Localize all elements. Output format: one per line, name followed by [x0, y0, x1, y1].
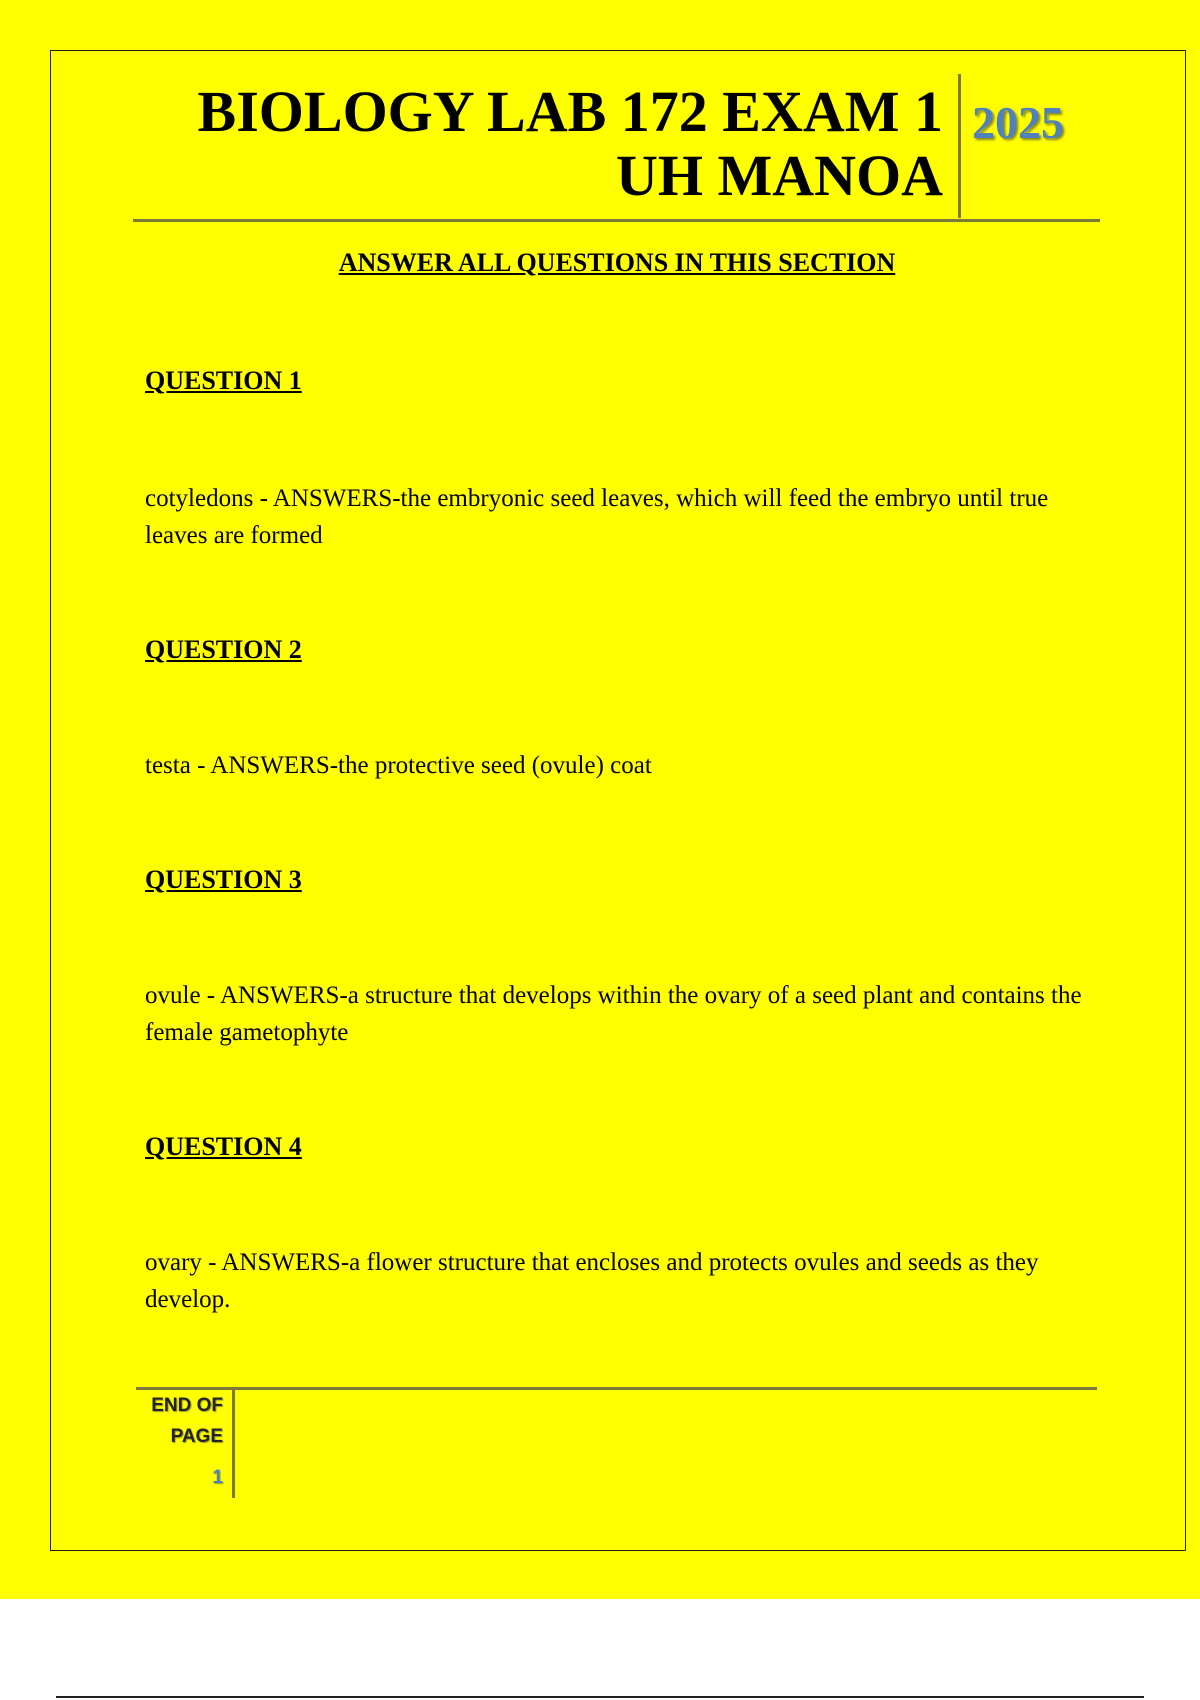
- bottom-rule: [56, 1696, 1144, 1698]
- header-divider: [958, 74, 961, 218]
- footer-rule: [136, 1387, 1097, 1390]
- header-rule: [133, 219, 1100, 222]
- question-answer: ovary - ANSWERS-a flower structure that encloses and protects ovules and seeds as they develop.: [145, 1249, 1039, 1313]
- question-label: QUESTION 3: [145, 865, 302, 894]
- title-line-2: UH MANOA: [615, 143, 943, 208]
- title-line-1: BIOLOGY LAB 172 EXAM 1: [197, 79, 943, 144]
- question-label: QUESTION 1: [145, 366, 302, 395]
- page-number: 1: [212, 1467, 223, 1488]
- year-label: 2025: [972, 97, 1064, 148]
- footer-page: PAGE: [170, 1426, 223, 1447]
- question-label: QUESTION 2: [145, 635, 302, 664]
- footer-end-of: END OF: [151, 1395, 223, 1416]
- document-title: [198, 80, 943, 208]
- question-answer: testa - ANSWERS-the protective seed (ovule) coat: [145, 752, 652, 779]
- question-answer: cotyledons - ANSWERS-the embryonic seed leaves, which will feed the embryo until true leaves are formed: [145, 485, 1049, 549]
- question-label: QUESTION 4: [145, 1132, 302, 1161]
- question-answer: ovule - ANSWERS-a structure that develops within the ovary of a seed plant and contains the female gametophyte: [145, 982, 1082, 1046]
- footer-divider: [232, 1390, 235, 1498]
- section-heading: ANSWER ALL QUESTIONS IN THIS SECTION: [338, 248, 896, 277]
